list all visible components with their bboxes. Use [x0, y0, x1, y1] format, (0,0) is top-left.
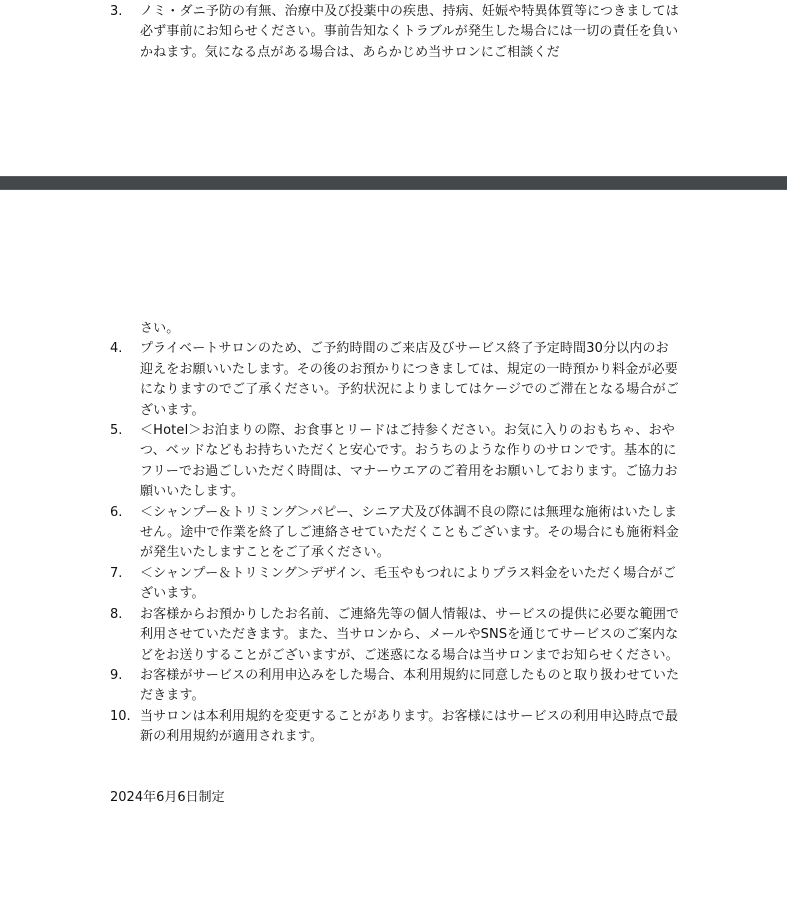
page-1 — [0, 0, 787, 176]
item-text: お客様がサービスの利用申込みをした場合、本利用規約に同意したものと取り扱わせていただきます。 — [140, 667, 680, 704]
list-item — [110, 564, 680, 605]
item-number: 6. — [110, 504, 123, 520]
item-number: 9. — [110, 667, 123, 683]
list-item — [110, 2, 680, 63]
item-continuation: さい。 — [140, 321, 180, 336]
item-text: ノミ・ダニ予防の有無、治療中及び投薬中の疾患、持病、妊娠や特異体質等につきましては必ず事前にお知らせください。事前告知なくトラブルが発生した場合には一切の責任を負いかねます。気になる点がある場合は、あらかじめ当サロンにご相談くだ — [140, 4, 679, 60]
terms-list — [110, 2, 680, 63]
item-number: 10. — [110, 708, 131, 724]
item-number: 3. — [110, 4, 123, 19]
list-item — [110, 421, 680, 503]
item-number: 4. — [110, 341, 123, 357]
enactment-date: 2024年6月6日制定 — [110, 790, 225, 805]
item-text: お客様からお預かりしたお名前、ご連絡先等の個人情報は、サービスの提供に必要な範囲で利用させていただきます。また、当サロンから、メールやSNSを通じてサービスのご案内などをお送りすることがございますが、ご迷惑になる場合は当サロンまでお知らせください。 — [140, 606, 680, 663]
item-number: 8. — [110, 606, 123, 622]
page-separator — [0, 176, 787, 190]
item-text: ＜Hotel＞お泊まりの際、お食事とリードはご持参ください。お気に入りのおもちゃ、おやつ、ベッドなどもお持ちいただくと安心です。おうちのような作りのサロンです。基本的にフリーでお過ごしいただく時間は、マナーウエアのご着用をお願いしております。ご協力お願いいたします。 — [140, 423, 678, 500]
list-item — [110, 666, 680, 707]
item-text: 当サロンは本利用規約を変更することがあります。お客様にはサービスの利用申込時点で最新の利用規約が適用されます。 — [140, 708, 679, 745]
item-text: ＜シャンプー＆トリミング＞パピー、シニア犬及び体調不良の際には無理な施術はいたしません。途中で作業を終了しご連絡させていただくこともございます。その場合にも施術料金が発生いたしますことをご了承ください。 — [140, 504, 679, 561]
list-item — [110, 339, 680, 421]
item-text: プライベートサロンのため、ご予約時間のご来店及びサービス終了予定時間30分以内のお迎えをお願いいたします。その後のお預かりにつきましては、規定の一時預かり料金が必要になりますのでご了承ください。予約状況によりましてはケージでのご滞在となる場合がございます。 — [140, 341, 679, 418]
item-number: 7. — [110, 565, 123, 581]
list-item — [110, 707, 680, 748]
item-text: ＜シャンプー＆トリミング＞デザイン、毛玉やもつれによりプラス料金をいただく場合がございます。 — [140, 565, 676, 602]
list-item — [110, 503, 680, 564]
item-number: 5. — [110, 423, 123, 439]
terms-list — [110, 319, 680, 748]
page-2 — [0, 190, 787, 918]
list-item — [110, 605, 680, 666]
